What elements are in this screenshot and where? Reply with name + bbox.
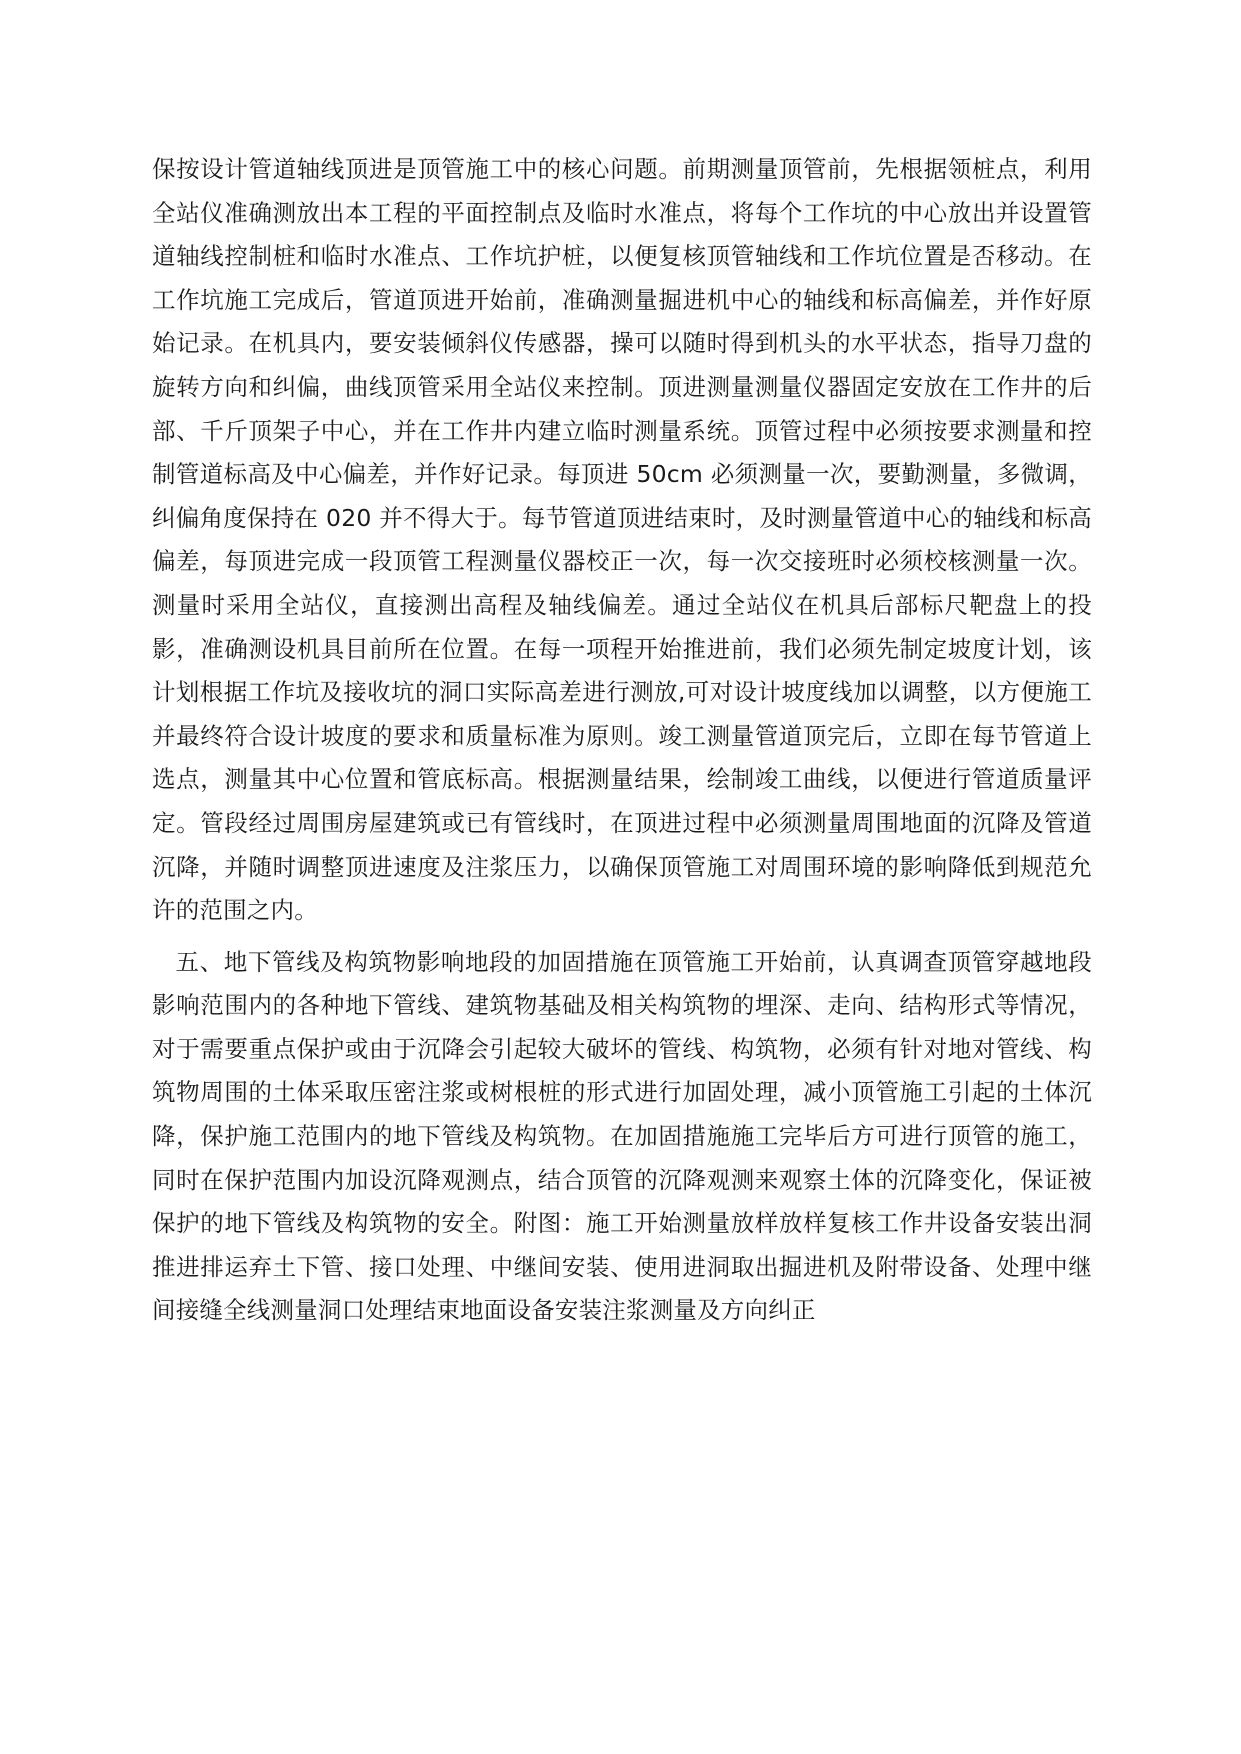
paragraph-reinforcement-measures: 五、地下管线及构筑物影响地段的加固措施在顶管施工开始前，认真调查顶管穿越地段影响范围内的各种地下管线、建筑物基础及相关构筑物的埋深、走向、结构形式等情况，对于需要重点保护或由于沉降会引起较大破坏的管线、构筑物，必须有针对地对管线、构筑物周围的土体采取压密注浆或树根桩的形式进行加固处理，减小顶管施工引起的土体沉降，保护施工范围内的地下管线及构筑物。在加固措施施工完毕后方可进行顶管的施工，同时在保护范围内加设沉降观测点，结合顶管的沉降观测来观察土体的沉降变化，保证被保护的地下管线及构筑物的安全。附图：施工开始测量放样放样复核工作井设备安装出洞推进排运弃土下管、接口处理、中继间安装、使用进洞取出掘进机及附带设备、处理中继间接缝全线测量洞口处理结束地面设备安装注浆测量及方向纠正 bbox=[152, 947, 1092, 1325]
paragraph-survey-control: 保按设计管道轴线顶进是顶管施工中的核心问题。前期测量顶管前，先根据领桩点，利用全站仪准确测放出本工程的平面控制点及临时水准点，将每个工作坑的中心放出并设置管道轴线控制桩和临时水准点、工作坑护桩，以便复核顶管轴线和工作坑位置是否移动。在工作坑施工完成后，管道顶进开始前，准确测量掘进机中心的轴线和标高偏差，并作好原始记录。在机具内，要安装倾斜仪传感器，操可以随时得到机头的水平状态，指导刀盘的旋转方向和纠偏，曲线顶管采用全站仪来控制。顶进测量测量仪器固定安放在工作井的后部、千斤顶架子中心，并在工作井内建立临时测量系统。顶管过程中必须按要求测量和控制管道标高及中心偏差，并作好记录。每顶进 50cm 必须测量一次，要勤测量，多微调，纠偏角度保持在 020 并不得大于。每节管道顶进结束时，及时测量管道中心的轴线和标高偏差，每顶进完成一段顶管工程测量仪器校正一次，每一次交接班时必须校核测量一次。测量时采用全站仪，直接测出高程及轴线偏差。通过全站仪在机具后部标尺靶盘上的投影，准确测设机具目前所在位置。在每一项程开始推进前，我们必须先制定坡度计划，该计划根据工作坑及接收坑的洞口实际高差进行测放,可对设计坡度线加以调整，以方便施工并最终符合设计坡度的要求和质量标准为原则。竣工测量管道顶完后，立即在每节管道上选点，测量其中心位置和管底标高。根据测量结果，绘制竣工曲线，以便进行管道质量评定。管段经过周围房屋建筑或已有管线时，在顶进过程中必须测量周围地面的沉降及管道沉降，并随时调整顶进速度及注浆压力，以确保顶管施工对周围环境的影响降低到规范允许的范围之内。 bbox=[152, 155, 1092, 925]
document-body bbox=[152, 148, 1092, 1333]
